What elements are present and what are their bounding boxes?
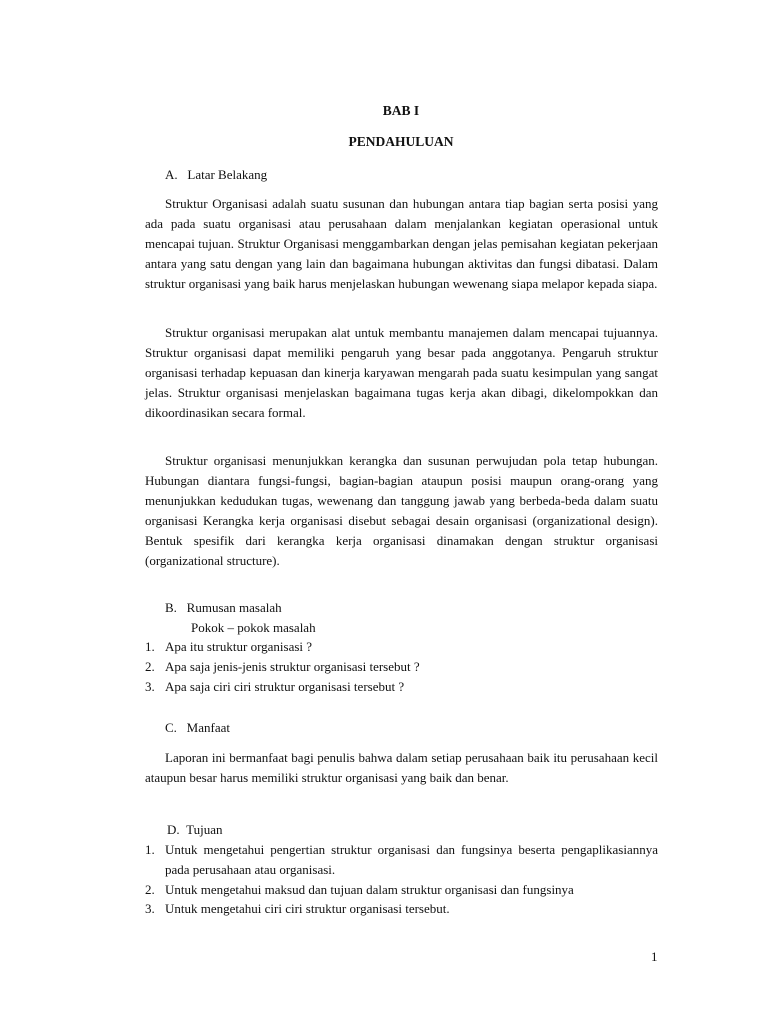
list-number: 2.: [145, 882, 155, 897]
chapter-label: BAB I: [382, 103, 420, 118]
list-number: 3.: [145, 679, 155, 694]
list-item: [145, 899, 450, 919]
list-text: Apa itu struktur organisasi ?: [165, 639, 313, 654]
list-text: Apa saja ciri ciri struktur organisasi tersebut ?: [165, 679, 405, 694]
paragraph-text: Struktur organisasi menunjukkan kerangka dan susunan perwujudan pola tetap hubungan. Hubungan diantara fungsi-fungsi, bagian-bagian ataupun posisi maupun orang-orang yang menunjukkan kedudukan tugas, wewenang dan tanggung jawab yang berbeda-beda dalam suatu organisasi Kerangka kerja organisasi disebut sebagai desain organisasi (organizational design). Bentuk spesifik dari kerangka kerja organisasi dinamakan dengan struktur organisasi (organizational structure).: [145, 453, 658, 568]
list-item: [145, 840, 658, 880]
section-b-heading: B. Rumusan masalah: [165, 600, 282, 615]
section-b-subheading: Pokok – pokok masalah: [191, 620, 316, 635]
list-text: Untuk mengetahui maksud dan tujuan dalam struktur organisasi dan fungsinya: [165, 882, 574, 897]
list-item: [145, 657, 420, 677]
list-number: 2.: [145, 659, 155, 674]
section-a-paragraph-2: [145, 323, 658, 423]
section-a-heading: A. Latar Belakang: [165, 167, 268, 182]
list-number: 1.: [145, 842, 155, 857]
list-number: 3.: [145, 901, 155, 916]
list-text: Untuk mengetahui pengertian struktur organisasi dan fungsinya beserta pengaplikasiannya pada perusahaan atau organisasi.: [165, 842, 658, 877]
list-number: 1.: [145, 639, 155, 654]
paragraph-text: Laporan ini bermanfaat bagi penulis bahwa dalam setiap perusahaan baik itu perusahaan kecil ataupun besar harus memiliki struktur organisasi yang baik dan benar.: [145, 750, 658, 785]
list-item: [145, 637, 312, 657]
list-text: Untuk mengetahui ciri ciri struktur organisasi tersebut.: [165, 901, 450, 916]
paragraph-text: Struktur organisasi merupakan alat untuk membantu manajemen dalam mencapai tujuannya. Struktur organisasi dapat memiliki pengaruh yang besar pada anggotanya. Pengaruh struktur organisasi terhadap kepuasan dan kinerja karyawan mengarah pada suatu kesimpulan yang sangat jelas. Struktur organisasi menjelaskan bagaimana tugas kerja akan dibagi, dikelompokkan dan dikoordinasikan secara formal.: [145, 325, 658, 420]
list-text: Apa saja jenis-jenis struktur organisasi tersebut ?: [165, 659, 420, 674]
section-a-paragraph-1: [145, 194, 658, 294]
section-c-heading: C. Manfaat: [165, 720, 230, 735]
page-number: 1: [651, 949, 658, 964]
page-title: PENDAHULUAN: [348, 134, 454, 149]
section-d-heading: D. Tujuan: [167, 822, 223, 837]
list-item: [145, 677, 404, 697]
paragraph-text: Struktur Organisasi adalah suatu susunan dan hubungan antara tiap bagian serta posisi yang ada pada suatu organisasi atau perusahaan dalam menjalankan kegiatan operasional untuk mencapai tujuan. Struktur Organisasi menggambarkan dengan jelas pemisahan kegiatan pekerjaan antara yang satu dengan yang lain dan bagaimana hubungan aktivitas dan fungsi dibatasi. Dalam struktur organisasi yang baik harus menjelaskan hubungan wewenang siapa melapor kepada siapa.: [145, 196, 658, 291]
list-item: [145, 880, 574, 900]
section-c-paragraph: [145, 748, 658, 788]
section-a-paragraph-3: [145, 451, 658, 571]
